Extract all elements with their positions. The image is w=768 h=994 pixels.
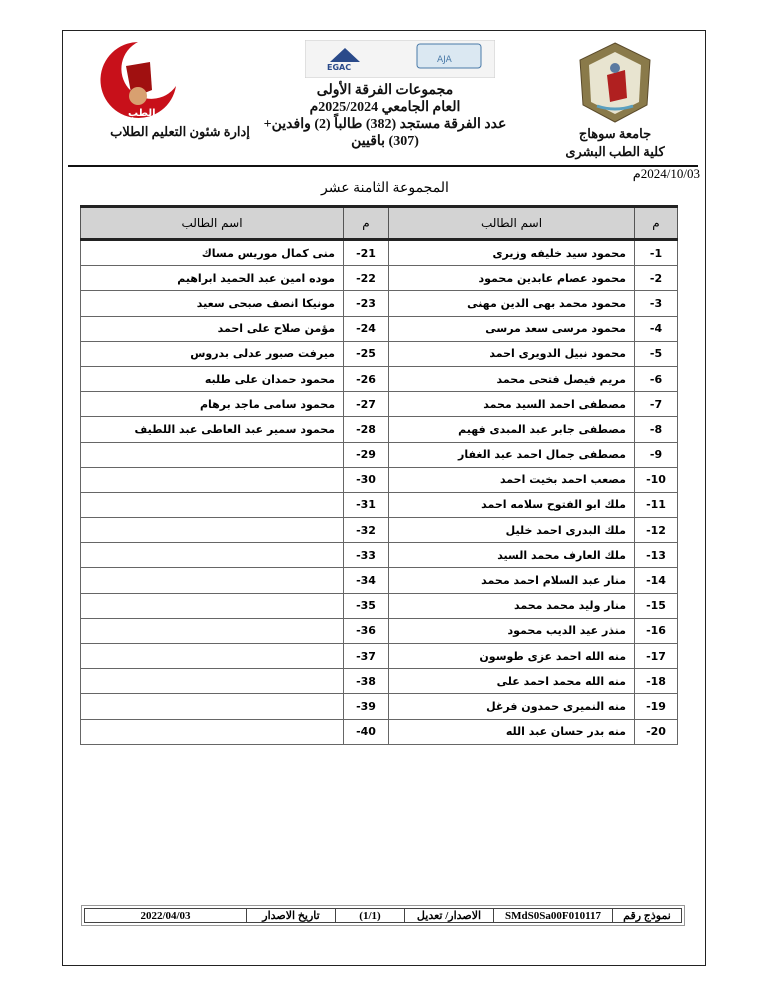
row-number: -17 — [635, 644, 678, 669]
table-row — [81, 618, 678, 643]
faculty-label: كلية الطب البشرى — [565, 144, 665, 159]
form-number: SMdS0Sa00F010117 — [494, 909, 613, 923]
table-row — [81, 719, 678, 744]
header-title — [250, 82, 520, 150]
row-number: -13 — [635, 543, 678, 568]
student-name: ميرفت صبور عدلى بدروس — [81, 341, 344, 366]
table-row — [81, 669, 678, 694]
student-name: محمود سيد خليفه وزيرى — [389, 240, 635, 266]
table-row — [81, 266, 678, 291]
student-name — [81, 442, 344, 467]
table-row — [81, 467, 678, 492]
student-name: مصعب احمد بخيت احمد — [389, 467, 635, 492]
student-name: موده امين عبد الحميد ابراهيم — [81, 266, 344, 291]
student-name — [81, 492, 344, 517]
revision-value: (1/1) — [336, 909, 405, 923]
row-number: -24 — [344, 316, 389, 341]
row-number: -31 — [344, 492, 389, 517]
title-line: عدد الفرقة مستجد (382) طالباً (2) وافدين+ — [263, 117, 507, 132]
students-table — [80, 205, 678, 745]
group-title: المجموعة الثامنة عشر — [321, 181, 449, 196]
university-seal-logo — [575, 40, 655, 125]
form-footer — [84, 908, 682, 923]
table-row — [81, 291, 678, 316]
row-number: -28 — [344, 417, 389, 442]
student-name: منذر عيد الديب محمود — [389, 618, 635, 643]
row-number: -39 — [344, 694, 389, 719]
document-date: 2024/10/03م — [632, 166, 700, 181]
table-header-row — [81, 207, 678, 240]
row-number: -10 — [635, 467, 678, 492]
row-number: -22 — [344, 266, 389, 291]
student-name: منه بدر حسان عبد الله — [389, 719, 635, 744]
student-name — [81, 568, 344, 593]
row-number: -32 — [344, 518, 389, 543]
row-number: -5 — [635, 341, 678, 366]
student-name: منه النميرى حمدون فرغل — [389, 694, 635, 719]
table-row — [81, 518, 678, 543]
row-number: -25 — [344, 341, 389, 366]
student-name: منى كمال موريس مساك — [81, 240, 344, 266]
table-row — [81, 341, 678, 366]
row-number: -23 — [344, 291, 389, 316]
svg-text:كلية الطب: كلية الطب — [128, 108, 180, 119]
row-number: -34 — [344, 568, 389, 593]
student-name — [81, 694, 344, 719]
row-number: -29 — [344, 442, 389, 467]
student-name — [81, 719, 344, 744]
row-number: -9 — [635, 442, 678, 467]
row-number: -30 — [344, 467, 389, 492]
table-row — [81, 240, 678, 266]
table-row — [81, 492, 678, 517]
title-line: (307) باقيين — [351, 134, 419, 149]
col-num: م — [635, 207, 678, 240]
table-row — [81, 366, 678, 391]
svg-text:AJA: AJA — [437, 55, 452, 65]
row-number: -27 — [344, 392, 389, 417]
student-name: محمود نبيل الدويرى احمد — [389, 341, 635, 366]
student-name: محمود عصام عابدين محمود — [389, 266, 635, 291]
row-number: -3 — [635, 291, 678, 316]
student-name — [81, 518, 344, 543]
table-row — [81, 316, 678, 341]
title-line: العام الجامعي 2025/2024م — [309, 100, 461, 115]
table-row — [81, 442, 678, 467]
student-name: منار عبد السلام احمد محمد — [389, 568, 635, 593]
student-name: محمود حمدان على طلبه — [81, 366, 344, 391]
row-number: -19 — [635, 694, 678, 719]
student-name: مصطفى جمال احمد عبد الغفار — [389, 442, 635, 467]
table-row — [81, 417, 678, 442]
row-number: -38 — [344, 669, 389, 694]
row-number: -37 — [344, 644, 389, 669]
student-name — [81, 543, 344, 568]
student-name — [81, 467, 344, 492]
student-name — [81, 644, 344, 669]
student-name: محمود سامى ماجد برهام — [81, 392, 344, 417]
title-line: مجموعات الفرقة الأولى — [316, 83, 454, 98]
student-name: مونيكا انصف صبحى سعيد — [81, 291, 344, 316]
student-name: محمود مرسى سعد مرسى — [389, 316, 635, 341]
table-row — [81, 543, 678, 568]
issue-date-label: تاريخ الاصدار — [247, 909, 336, 923]
row-number: -2 — [635, 266, 678, 291]
row-number: -11 — [635, 492, 678, 517]
row-number: -36 — [344, 618, 389, 643]
certification-logos — [305, 40, 495, 78]
row-number: -18 — [635, 669, 678, 694]
row-number: -35 — [344, 593, 389, 618]
university-label: جامعة سوهاج — [578, 126, 652, 141]
student-name: ملك البدرى احمد خليل — [389, 518, 635, 543]
col-num: م — [344, 207, 389, 240]
student-name: منار وليد محمد محمد — [389, 593, 635, 618]
row-number: -7 — [635, 392, 678, 417]
student-name — [81, 669, 344, 694]
row-number: -26 — [344, 366, 389, 391]
table-row — [81, 568, 678, 593]
student-name: مريم فيصل فتحى محمد — [389, 366, 635, 391]
col-name: اسم الطالب — [81, 207, 344, 240]
row-number: -1 — [635, 240, 678, 266]
revision-label: الاصدار/ تعديل — [405, 909, 494, 923]
student-name: محمود سمير عبد العاطى عبد اللطيف — [81, 417, 344, 442]
table-row — [81, 694, 678, 719]
university-name — [555, 125, 675, 161]
table-row — [81, 644, 678, 669]
svg-text:EGAC: EGAC — [327, 63, 352, 72]
table-row — [81, 392, 678, 417]
student-name: منه الله احمد عزى طوسون — [389, 644, 635, 669]
faculty-of-medicine-logo — [88, 38, 188, 120]
student-name: منه الله محمد احمد على — [389, 669, 635, 694]
row-number: -12 — [635, 518, 678, 543]
student-name: مؤمن صلاح على احمد — [81, 316, 344, 341]
student-name: ملك العارف محمد السيد — [389, 543, 635, 568]
row-number: -4 — [635, 316, 678, 341]
row-number: -8 — [635, 417, 678, 442]
issue-date: 2022/04/03 — [85, 909, 247, 923]
row-number: -40 — [344, 719, 389, 744]
student-name: ملك ابو الفتوح سلامه احمد — [389, 492, 635, 517]
row-number: -16 — [635, 618, 678, 643]
table-row — [81, 593, 678, 618]
student-name: محمود محمد بهى الدين مهنى — [389, 291, 635, 316]
row-number: -20 — [635, 719, 678, 744]
row-number: -33 — [344, 543, 389, 568]
col-name: اسم الطالب — [389, 207, 635, 240]
department-name: إدارة شئون التعليم الطلاب — [110, 124, 250, 139]
student-name: مصطفى جابر عبد المبدى فهيم — [389, 417, 635, 442]
row-number: -6 — [635, 366, 678, 391]
row-number: -21 — [344, 240, 389, 266]
student-name: مصطفى احمد السيد محمد — [389, 392, 635, 417]
form-number-label: نموذج رقم — [613, 909, 682, 923]
student-name — [81, 618, 344, 643]
row-number: -14 — [635, 568, 678, 593]
row-number: -15 — [635, 593, 678, 618]
student-name — [81, 593, 344, 618]
